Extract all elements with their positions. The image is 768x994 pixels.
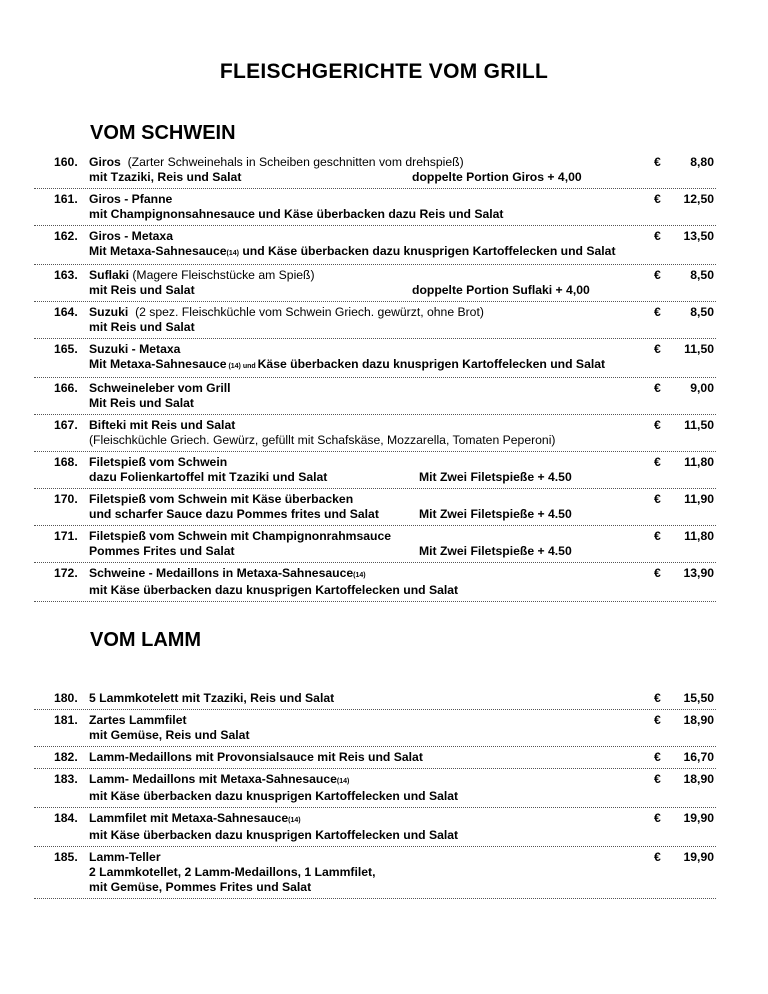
item-details: Mit Reis und Salat (89, 396, 194, 410)
item-number: 165. (54, 342, 78, 356)
menu-item: 166. Schweineleber vom Grill Mit Reis und Salat € 9,00 (34, 378, 716, 415)
item-name: Lamm-Teller (89, 850, 161, 864)
item-name: Bifteki mit Reis und Salat (89, 418, 236, 432)
item-number: 166. (54, 381, 78, 395)
item-name: Filetspieß vom Schwein (89, 455, 228, 469)
pork-menu-list (34, 152, 716, 602)
item-name: Filetspieß vom Schwein mit Champignonrahmsauce (89, 529, 392, 543)
item-name: Lammfilet mit Metaxa-Sahnesauce(14) (89, 811, 301, 825)
section-heading-lamb: VOM LAMM (90, 629, 202, 651)
item-details: mit Gemüse, Pommes Frites und Salat (89, 880, 312, 894)
item-name: Giros - Pfanne (89, 192, 173, 206)
menu-item: 170. Filetspieß vom Schwein mit Käse überbacken und scharfer Sauce dazu Pommes frites und Salat Mit Zwei Filetspieße + 4.50 € 11,90 (34, 489, 716, 526)
menu-item: 185. Lamm-Teller 2 Lammkotellet, 2 Lamm-Medaillons, 1 Lammfilet, mit Gemüse, Pommes Frites und Salat € 19,90 (34, 847, 716, 899)
menu-item: 181. Zartes Lammfilet mit Gemüse, Reis und Salat € 18,90 (34, 710, 716, 747)
item-number: 163. (54, 268, 78, 282)
item-name: 5 Lammkotelett mit Tzaziki, Reis und Salat (89, 691, 335, 705)
item-description: (Fleischküchle Griech. Gewürz, gefüllt mit Schafskäse, Mozzarella, Tomaten Peperoni) (89, 433, 556, 447)
menu-item: 183. Lamm- Medaillons mit Metaxa-Sahnesauce(14) mit Käse überbacken dazu knusprigen Kartoffelecken und Salat € 18,90 (34, 769, 716, 808)
page-title: FLEISCHGERICHTE VOM GRILL (219, 60, 549, 83)
item-details: mit Champignonsahnesauce und Käse überbacken dazu Reis und Salat (89, 207, 504, 221)
lamb-menu-list (34, 688, 716, 899)
menu-item: 168. Filetspieß vom Schwein dazu Folienkartoffel mit Tzaziki und Salat Mit Zwei Filetspieße + 4.50 € 11,80 (34, 452, 716, 489)
menu-item: 167. Bifteki mit Reis und Salat (Fleischküchle Griech. Gewürz, gefüllt mit Schafskäse, Mozzarella, Tomaten Peperoni) € 11,50 (34, 415, 716, 452)
item-details: Mit Metaxa-Sahnesauce (14) und Käse überbacken dazu knusprigen Kartoffelecken und Salat (89, 357, 606, 371)
item-number: 170. (54, 492, 78, 506)
menu-item: 180. 5 Lammkotelett mit Tzaziki, Reis und Salat € 15,50 (34, 688, 716, 710)
section-heading-pork: VOM SCHWEIN (90, 122, 236, 144)
item-number: 164. (54, 305, 78, 319)
item-number: 171. (54, 529, 78, 543)
menu-item: 182. Lamm-Medaillons mit Provonsialsauce mit Reis und Salat € 16,70 (34, 747, 716, 769)
item-number: 162. (54, 229, 78, 243)
item-details: Pommes Frites und Salat (89, 544, 235, 558)
item-details: mit Reis und Salat (89, 283, 195, 297)
item-extra: Mit Zwei Filetspieße + 4.50 (419, 544, 572, 558)
item-details: dazu Folienkartoffel mit Tzaziki und Salat (89, 470, 328, 484)
item-details: mit Käse überbacken dazu knusprigen Kartoffelecken und Salat (89, 789, 459, 803)
item-description: (2 spez. Fleischküchle vom Schwein Griech. gewürzt, ohne Brot) (135, 305, 484, 319)
menu-item: 172. Schweine - Medaillons in Metaxa-Sahnesauce(14) mit Käse überbacken dazu knusprigen Kartoffelecken und Salat € 13,90 (34, 563, 716, 602)
item-name: Schweine - Medaillons in Metaxa-Sahnesauce(14) (89, 566, 366, 580)
item-number: 183. (54, 772, 78, 786)
item-extra: Mit Zwei Filetspieße + 4.50 (419, 507, 572, 521)
menu-item: 161. Giros - Pfanne mit Champignonsahnesauce und Käse überbacken dazu Reis und Salat € 12,50 (34, 189, 716, 226)
item-number: 168. (54, 455, 78, 469)
item-number: 182. (54, 750, 78, 764)
item-details: mit Tzaziki, Reis und Salat (89, 170, 242, 184)
item-description: (Magere Fleischstücke am Spieß) (132, 268, 315, 282)
item-number: 172. (54, 566, 78, 580)
item-name: Lamm- Medaillons mit Metaxa-Sahnesauce(14) (89, 772, 350, 786)
item-name: Suflaki (89, 268, 129, 282)
item-name: Suzuki (89, 305, 129, 319)
item-name: Filetspieß vom Schwein mit Käse überbacken (89, 492, 354, 506)
item-details: 2 Lammkotellet, 2 Lamm-Medaillons, 1 Lammfilet, (89, 865, 376, 879)
item-name: Giros (89, 155, 121, 169)
item-number: 167. (54, 418, 78, 432)
item-extra: doppelte Portion Suflaki + 4,00 (412, 283, 590, 297)
item-number: 161. (54, 192, 78, 206)
menu-item: 162. Giros - Metaxa Mit Metaxa-Sahnesauce(14) und Käse überbacken dazu knusprigen Kartoffelecken und Salat € 13,50 (34, 226, 716, 265)
item-details: mit Käse überbacken dazu knusprigen Kartoffelecken und Salat (89, 583, 459, 597)
item-number: 181. (54, 713, 78, 727)
item-number: 160. (54, 155, 78, 169)
menu-item: 171. Filetspieß vom Schwein mit Champignonrahmsauce Pommes Frites und Salat Mit Zwei Filetspieße + 4.50 € 11,80 (34, 526, 716, 563)
menu-item: 160. Giros (Zarter Schweinehals in Scheiben geschnitten vom drehspieß) mit Tzaziki, Reis und Salat doppelte Portion Giros + 4,00 € 8,80 (34, 152, 716, 189)
menu-item: 184. Lammfilet mit Metaxa-Sahnesauce(14) mit Käse überbacken dazu knusprigen Kartoffelecken und Salat € 19,90 (34, 808, 716, 847)
item-number: 185. (54, 850, 78, 864)
item-number: 180. (54, 691, 78, 705)
item-details: mit Reis und Salat (89, 320, 195, 334)
item-name: Schweineleber vom Grill (89, 381, 231, 395)
menu-item: 164. Suzuki (2 spez. Fleischküchle vom Schwein Griech. gewürzt, ohne Brot) mit Reis und Salat € 8,50 (34, 302, 716, 339)
item-name: Zartes Lammfilet (89, 713, 187, 727)
menu-item: 163. Suflaki (Magere Fleischstücke am Spieß) mit Reis und Salat doppelte Portion Suflaki + 4,00 € 8,50 (34, 265, 716, 302)
item-extra: Mit Zwei Filetspieße + 4.50 (419, 470, 572, 484)
item-details: mit Käse überbacken dazu knusprigen Kartoffelecken und Salat (89, 828, 459, 842)
item-details: und scharfer Sauce dazu Pommes frites und Salat (89, 507, 379, 521)
item-name: Giros - Metaxa (89, 229, 173, 243)
item-number: 184. (54, 811, 78, 825)
item-details: mit Gemüse, Reis und Salat (89, 728, 250, 742)
item-name: Suzuki - Metaxa (89, 342, 181, 356)
item-details: Mit Metaxa-Sahnesauce(14) und Käse überbacken dazu knusprigen Kartoffelecken und Salat (89, 244, 616, 258)
item-name: Lamm-Medaillons mit Provonsialsauce mit Reis und Salat (89, 750, 423, 764)
item-extra: doppelte Portion Giros + 4,00 (412, 170, 582, 184)
menu-item: 165. Suzuki - Metaxa Mit Metaxa-Sahnesauce (14) und Käse überbacken dazu knusprigen Kartoffelecken und Salat € 11,50 (34, 339, 716, 378)
item-description: (Zarter Schweinehals in Scheiben geschnitten vom drehspieß) (127, 155, 464, 169)
